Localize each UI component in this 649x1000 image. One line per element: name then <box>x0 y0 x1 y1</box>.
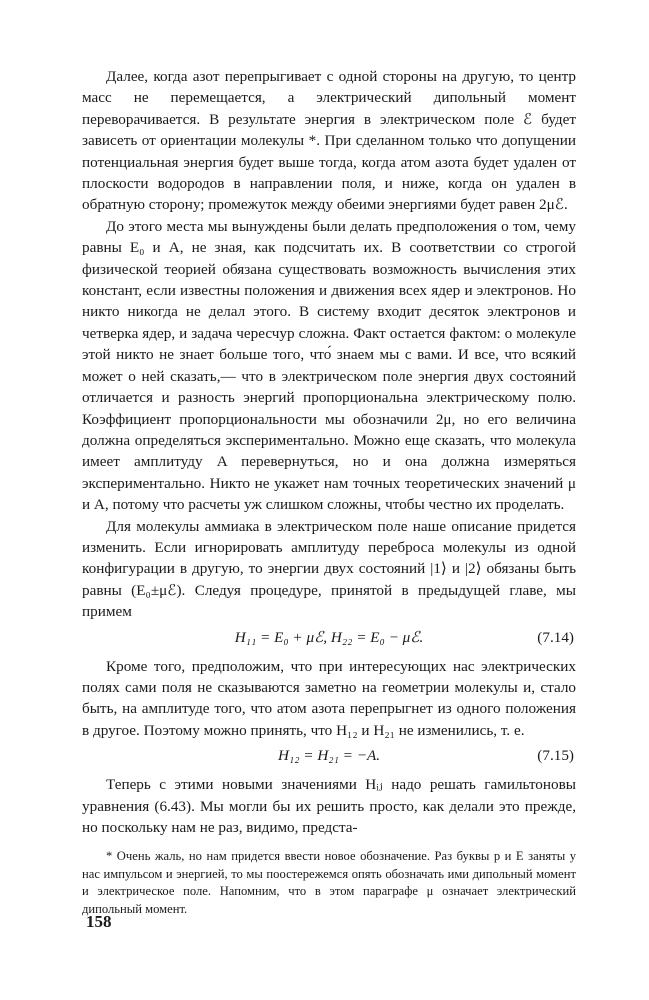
equation-7-14 <box>82 627 576 651</box>
paragraph-1: Далее, когда азот перепрыгивает с одной стороны на другую, то центр масс не перемещается, а электрический дипольный момент переворачивается. В результате энергия в электрическом поле ℰ будет зависеть от ориентации молекулы *. При сделанном только что допущении потенциальная энергия будет выше тогда, когда атом азота будет удален от плоскости водородов в направлении поля, и ниже, когда он удален в обратную сторону; промежуток между обеими энергиями будет равен 2μℰ. <box>82 68 576 214</box>
page-body <box>82 66 576 931</box>
footnote: * Очень жаль, но нам придется ввести новое обозначение. Раз буквы p и E заняты у нас импульсом и энергией, то мы поостережемся опять обозначать ими дипольный момент и электрическое поле. Напомним, что в этом параграфе μ означает электрический дипольный момент. <box>82 849 576 916</box>
page-number: 158 <box>86 912 112 931</box>
paragraph-4: Кроме того, предположим, что при интересующих нас электрических полях сами поля не сказываются заметно на геометрии молекулы и, стало быть, на амплитуде того, что атом азота перепрыгнет из одного положения в другое. Поэтому можно принять, что H₁₂ и H₂₁ не изменились, т. е. <box>82 657 576 739</box>
paragraph-2: До этого места мы вынуждены были делать предположения о том, чему равны E₀ и A, не зная, как подсчитать их. В соответствии со строгой физической теорией обязана существовать возможность вычисления этих констант, если известны положения и движения всех ядер и электронов. Но никто никогда не делал этого. В систему входит десяток электронов и четверка ядер, и задача чересчур сложна. Факт остается фактом: о молекуле этой никто не знает больше того, что́ знаем мы с вами. И все, что всякий может о ней сказать,— что в электрическом поле энергия двух состояний отличается и разность энергий пропорциональна электрическому полю. Коэффициент пропорциональности мы обозначили 2μ, но его величина должна определяться экспериментально. Можно еще сказать, что молекула имеет амплитуду A перевернуться, но и она должна измеряться экспериментально. Никто не укажет нам точных теоретических значений μ и A, потому что расчеты уж слишком сложны, чтобы честно их проделать. <box>82 217 576 514</box>
paragraph-3: Для молекулы аммиака в электрическом поле наше описание придется изменить. Если игнорировать амплитуду переброса молекулы из одной конфигурации в другую, то энергии двух состояний |1⟩ и |2⟩ обязаны быть равны (E₀±μℰ). Следуя процедуре, принятой в предыдущей главе, мы примем <box>82 517 576 621</box>
equation-7-15 <box>82 745 576 769</box>
equation-number: (7.14) <box>537 628 574 646</box>
equation-formula: H₁₁ = E₀ + μℰ, H₂₂ = E₀ − μℰ. <box>234 628 424 646</box>
equation-formula: H₁₂ = H₂₁ = −A. <box>277 747 381 765</box>
equation-number: (7.15) <box>537 747 574 765</box>
paragraph-5: Теперь с этими новыми значениями Hᵢⱼ надо решать гамильтоновы уравнения (6.43). Мы могли бы их решить просто, как делали это прежде, но поскольку нам не раз, видимо, предста- <box>82 776 576 836</box>
